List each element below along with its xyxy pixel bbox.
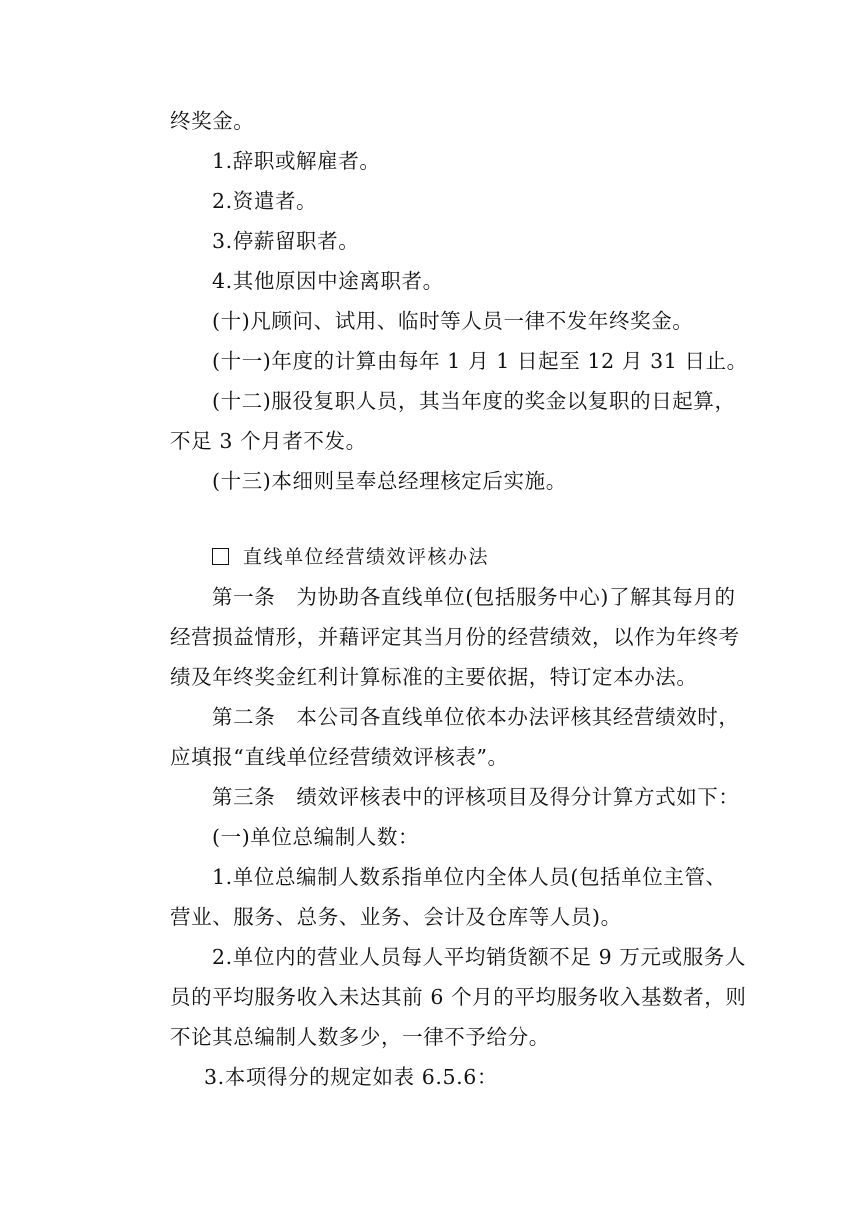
checkbox-icon xyxy=(212,548,229,565)
text-line: 经营损益情形，并藉评定其当月份的经营绩效，以作为年终考 xyxy=(170,625,740,649)
list-item: 4.其他原因中途离职者。 xyxy=(212,269,444,293)
article-line: 第二条 本公司各直线单位依本办法评核其经营绩效时， xyxy=(212,705,740,729)
clause-line: (十二)服役复职人员，其当年度的奖金以复职的日起算， xyxy=(212,389,736,413)
text-line: 员的平均服务收入未达其前 6 个月的平均服务收入基数者，则 xyxy=(170,985,747,1009)
clause-line: (十三)本细则呈奉总经理核定后实施。 xyxy=(212,469,567,493)
text-line: 终奖金。 xyxy=(170,109,255,133)
list-item: 2.单位内的营业人员每人平均销货额不足 9 万元或服务人 xyxy=(212,945,746,969)
section-heading-text: 直线单位经营绩效评核办法 xyxy=(243,546,490,568)
list-item: 1.辞职或解雇者。 xyxy=(212,149,381,173)
text-line: 不论其总编制人数多少，一律不予给分。 xyxy=(170,1025,550,1049)
text-line: 应填报“直线单位经营绩效评核表”。 xyxy=(170,745,509,769)
text-line: 不足 3 个月者不发。 xyxy=(170,429,367,453)
list-item: 2.资遣者。 xyxy=(212,189,318,213)
article-line: 第三条 绩效评核表中的评核项目及得分计算方式如下： xyxy=(212,785,740,809)
text-line: 绩及年终奖金红利计算标准的主要依据，特订定本办法。 xyxy=(170,665,698,689)
section-heading xyxy=(212,543,489,571)
clause-line: (一)单位总编制人数： xyxy=(212,825,420,849)
clause-line: (十)凡顾问、试用、临时等人员一律不发年终奖金。 xyxy=(212,309,694,333)
list-item: 1.单位总编制人数系指单位内全体人员(包括单位主管、 xyxy=(212,865,727,889)
text-line: 营业、服务、总务、业务、会计及仓库等人员)。 xyxy=(170,905,622,929)
article-line: 第一条 为协助各直线单位(包括服务中心)了解其每月的 xyxy=(212,585,736,609)
list-item: 3.停薪留职者。 xyxy=(212,229,360,253)
clause-line: (十一)年度的计算由每年 1 月 1 日起至 12 月 31 日止。 xyxy=(212,349,748,373)
list-item: 3.本项得分的规定如表 6.5.6： xyxy=(204,1065,499,1089)
